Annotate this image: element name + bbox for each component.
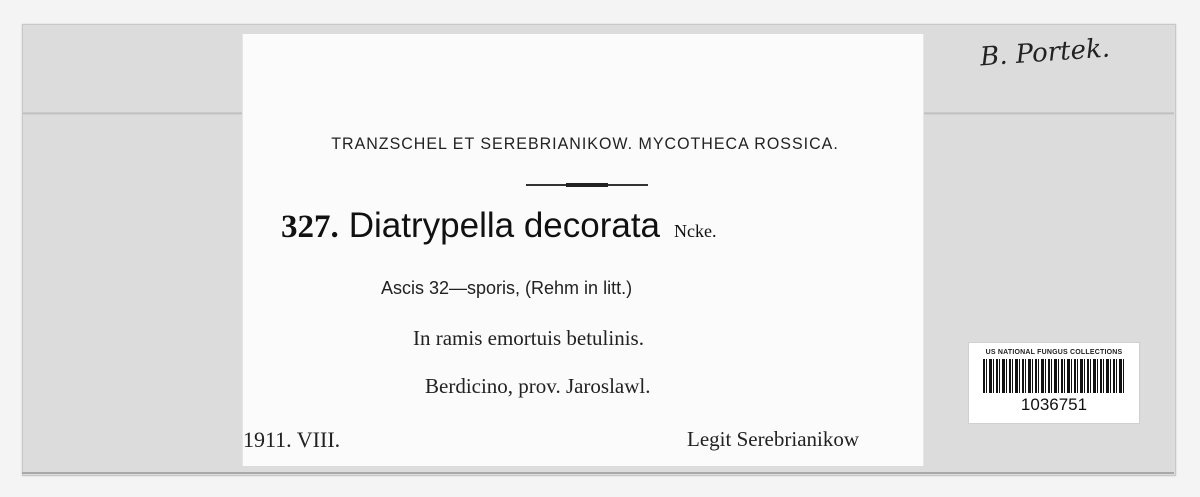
collection-date: 1911. VIII. — [243, 427, 341, 452]
handwritten-annotation: B. Portek. — [979, 33, 1111, 73]
divider-rule — [526, 184, 648, 186]
locality-text: Berdicino, prov. Jaroslawl. — [425, 374, 651, 398]
collector-text: Legit Serebrianikow — [687, 427, 860, 451]
packet-bottom-edge — [22, 472, 1174, 474]
barcode-header: US NATIONAL FUNGUS COLLECTIONS — [985, 349, 1123, 356]
barcode-number: 1036751 — [1020, 395, 1088, 414]
species-name: Diatrypella decorata — [348, 206, 661, 245]
printed-label — [242, 34, 924, 466]
barcode-label — [968, 342, 1140, 424]
ascis-note: Ascis 32—sporis, (Rehm in litt.) — [381, 278, 633, 298]
barcode-bars — [983, 359, 1125, 393]
exsiccata-number: 327. — [281, 209, 339, 245]
substrate-text: In ramis emortuis betulinis. — [413, 326, 644, 350]
series-title: TRANZSCHEL ET SEREBRIANIKOW. MYCOTHECA ROSSICA. — [331, 135, 839, 154]
taxon-title — [281, 206, 717, 246]
species-author: Ncke. — [674, 221, 717, 241]
